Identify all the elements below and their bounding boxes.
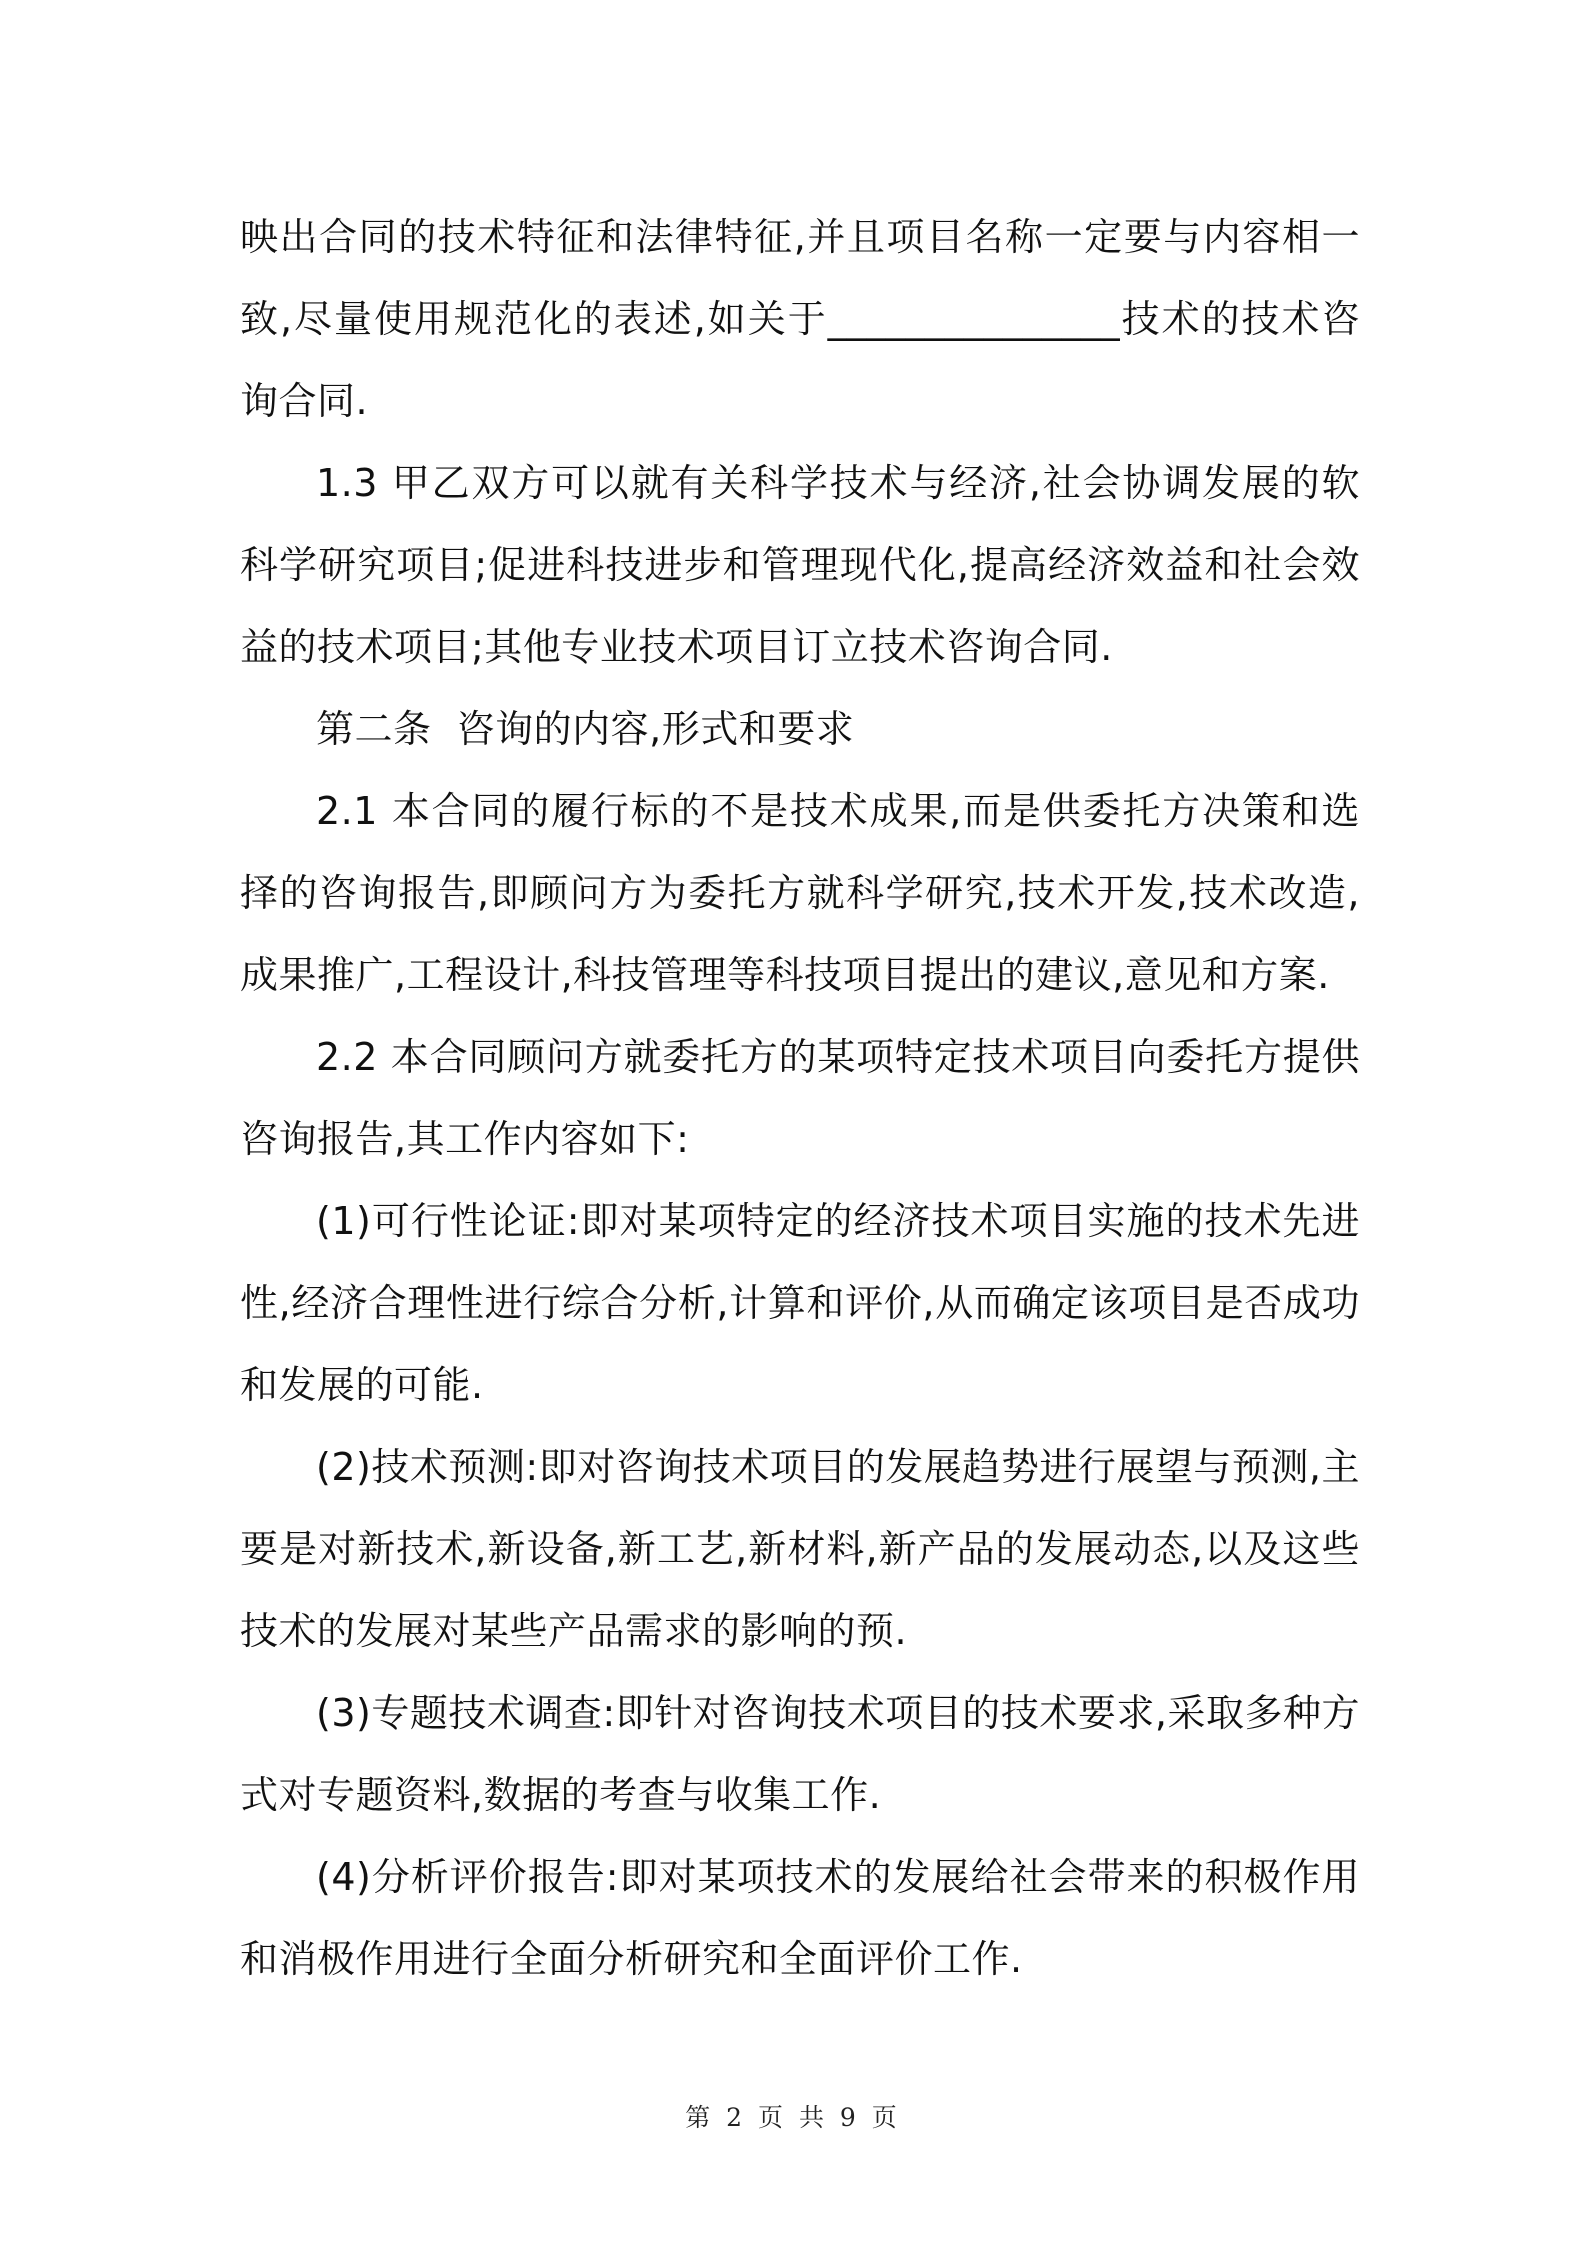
page-number-footer: 第 2 页 共 9 页 bbox=[685, 2103, 901, 2132]
list-item-forecast: (2)技术预测:即对咨询技术项目的发展趋势进行展望与预测,主要是对新技术,新设备,新工艺,新材料,新产品的发展动态,以及这些技术的发展对某些产品需求的影响的预. bbox=[240, 1445, 1360, 1653]
list-item-evaluation: (4)分析评价报告:即对某项技术的发展给社会带来的积极作用和消极作用进行全面分析研究和全面评价工作. bbox=[240, 1855, 1360, 1981]
list-item-feasibility: (1)可行性论证:即对某项特定的经济技术项目实施的技术先进性,经济合理性进行综合分析,计算和评价,从而确定该项目是否成功和发展的可能. bbox=[240, 1199, 1360, 1407]
paragraph-1-3: 1.3 甲乙双方可以就有关科学技术与经济,社会协调发展的软科学研究项目;促进科技进步和管理现代化,提高经济效益和社会效益的技术项目;其他专业技术项目订立技术咨询合同. bbox=[240, 461, 1360, 669]
paragraph-continuation: 映出合同的技术特征和法律特征,并且项目名称一定要与内容相一致,尽量使用规范化的表述,如关于_______________技术的技术咨询合同. bbox=[240, 215, 1360, 423]
document-body bbox=[240, 196, 1360, 2000]
list-item-survey: (3)专题技术调查:即针对咨询技术项目的技术要求,采取多种方式对专题资料,数据的考查与收集工作. bbox=[240, 1691, 1360, 1817]
paragraph-2-2: 2.2 本合同顾问方就委托方的某项特定技术项目向委托方提供咨询报告,其工作内容如下: bbox=[240, 1035, 1360, 1161]
paragraph-2-1: 2.1 本合同的履行标的不是技术成果,而是供委托方决策和选择的咨询报告,即顾问方为委托方就科学研究,技术开发,技术改造,成果推广,工程设计,科技管理等科技项目提出的建议,意见和方案. bbox=[240, 789, 1360, 997]
section-heading-article-2: 第二条 咨询的内容,形式和要求 bbox=[316, 707, 855, 751]
